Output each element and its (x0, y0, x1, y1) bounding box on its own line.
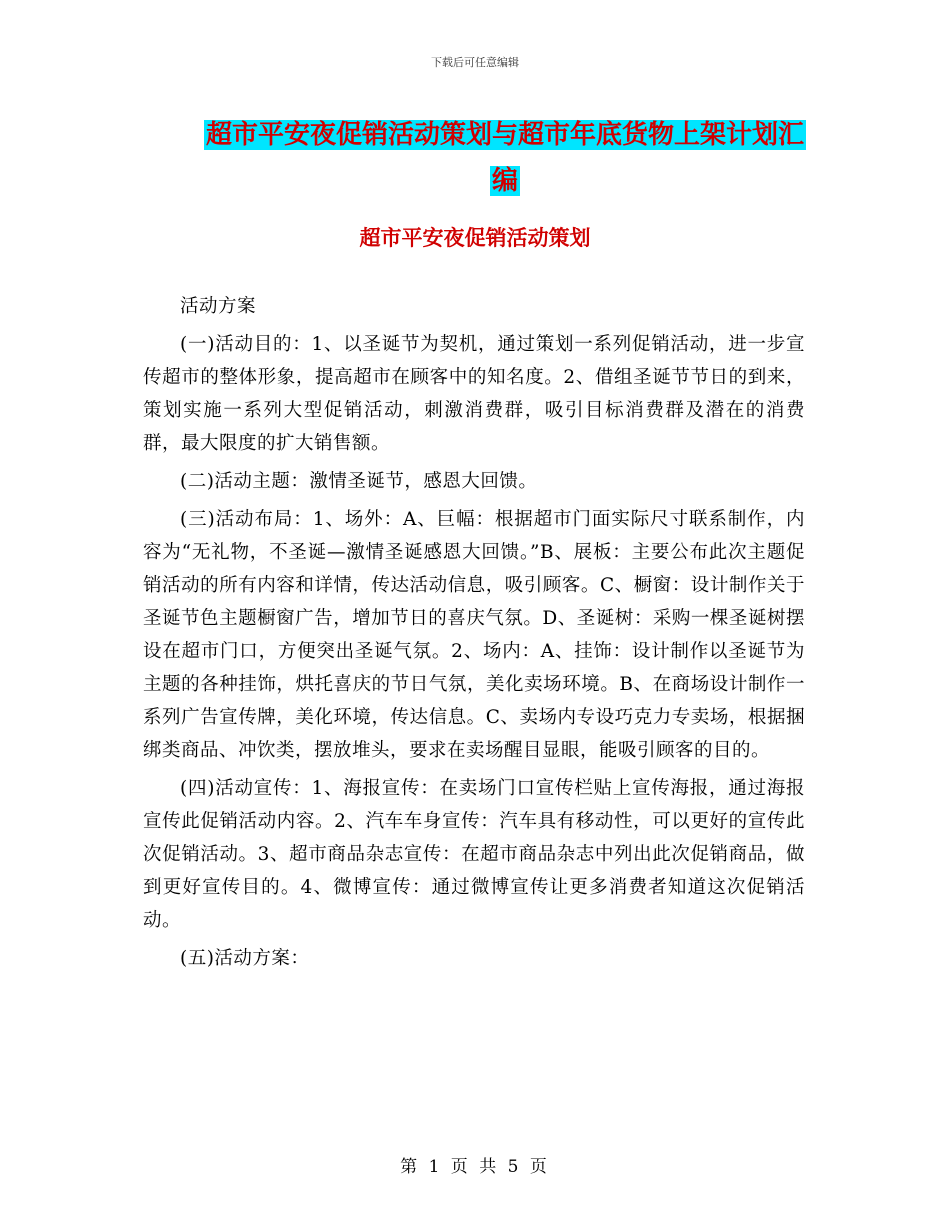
page-footer: 第 1 页 共 5 页 (400, 1157, 550, 1177)
paragraph-layout: (三)活动布局：1、场外：A、巨幅：根据超市门面实际尺寸联系制作，内容为“无礼物，不圣诞—激情圣诞感恩大回馈。”B、展板：主要公布此次主题促销活动的所有内容和详情，传达活动信息，吸引顾客。C、橱窗：设计制作关于圣诞节色主题橱窗广告，增加节日的喜庆气氛。D、圣诞树：采购一棵圣诞树摆设在超市门口，方便突出圣诞气氛。2、场内：A、挂饰：设计制作以圣诞节为主题的各种挂饰，烘托喜庆的节日气氛，美化卖场环境。B、在商场设计制作一系列广告宣传牌，美化环境，传达信息。C、卖场内专设巧克力专卖场，根据捆绑类商品、冲饮类，摆放堆头，要求在卖场醒目显眼，能吸引顾客的目的。 (143, 509, 805, 761)
document-body (143, 290, 805, 980)
paragraph-plan: 活动方案 (180, 296, 257, 317)
section-title: 超市平安夜促销活动策划 (359, 225, 591, 250)
paragraph-scheme: (五)活动方案： (180, 948, 310, 969)
document-title (195, 112, 815, 204)
paragraph-theme: (二)活动主题：激情圣诞节，感恩大回馈。 (180, 471, 538, 492)
document-title-text: 超市平安夜促销活动策划与超市年底货物上架计划汇编 (205, 120, 804, 196)
paragraph-publicity: (四)活动宣传：1、海报宣传：在卖场门口宣传栏贴上宣传海报，通过海报宣传此促销活动内容。2、汽车车身宣传：汽车具有移动性，可以更好的宣传此次促销活动。3、超市商品杂志宣传：在超市商品杂志中列出此次促销商品，做到更好宣传目的。4、微博宣传：通过微博宣传让更多消费者知道这次促销活动。 (143, 778, 805, 931)
paragraph-purpose: (一)活动目的：1、以圣诞节为契机，通过策划一系列促销活动，进一步宣传超市的整体形象，提高超市在顾客中的知名度。2、借组圣诞节节日的到来，策划实施一系列大型促销活动，刺激消费群，吸引目标消费群及潜在的消费群，最大限度的扩大销售额。 (143, 334, 805, 454)
page-header: 下载后可任意编辑 (431, 56, 519, 69)
